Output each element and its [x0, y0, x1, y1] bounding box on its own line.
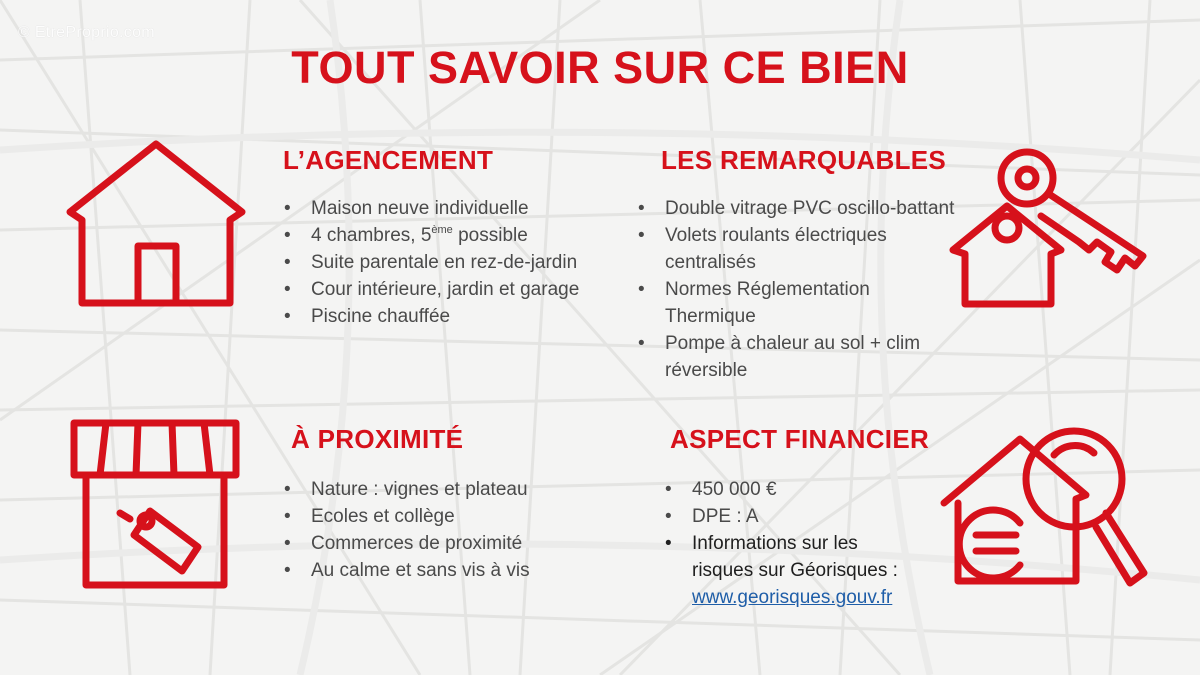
list-item: • Commerces de proximité: [284, 530, 530, 557]
list-item-text: 4 chambres, 5: [311, 225, 432, 246]
house-icon: [62, 138, 252, 313]
list-item-text: centralisés: [665, 252, 756, 273]
list-item-text: réversible: [665, 360, 748, 381]
list-item: • Nature : vignes et plateau: [284, 476, 530, 503]
list-item-text: Thermique: [665, 306, 756, 327]
list-item-text: Volets roulants électriques: [665, 225, 887, 246]
list-item-risks: [665, 530, 898, 611]
shop-tag-icon: [64, 415, 246, 593]
list-item: • Maison neuve individuelle: [284, 195, 579, 222]
financier-title: ASPECT FINANCIER: [670, 424, 930, 454]
list-item: • DPE : A: [665, 503, 898, 530]
list-item-superscript: ème: [431, 224, 453, 236]
house-euro-magnifier-icon: [936, 415, 1164, 593]
watermark: © EtreProprio.com: [18, 24, 155, 41]
list-item-text: Informations sur les: [692, 533, 858, 554]
list-item: [284, 222, 579, 249]
agencement-list: [284, 195, 579, 330]
list-item: • Piscine chauffée: [284, 303, 579, 330]
list-item: [638, 276, 954, 330]
list-item: [638, 195, 954, 222]
proximite-title: À PROXIMITÉ: [291, 424, 464, 454]
list-item: • Suite parentale en rez-de-jardin: [284, 249, 579, 276]
remarquables-title: LES REMARQUABLES: [661, 145, 947, 175]
agencement-title: L’AGENCEMENT: [283, 145, 494, 175]
list-item: • Ecoles et collège: [284, 503, 530, 530]
list-item-text: possible: [452, 225, 528, 246]
list-item-text: Pompe à chaleur au sol + clim: [665, 333, 921, 354]
financier-list: [665, 476, 898, 611]
house-keys-icon: [945, 138, 1160, 313]
remarquables-list: [638, 195, 954, 384]
page-title: TOUT SAVOIR SUR CE BIEN: [291, 42, 909, 93]
georisques-link[interactable]: www.georisques.gouv.fr: [692, 587, 893, 608]
list-item: [638, 222, 954, 276]
list-item-text: risques sur Géorisques :: [692, 560, 898, 581]
list-item-text: Normes Réglementation: [665, 279, 870, 300]
list-item-text: Double vitrage PVC oscillo-battant: [665, 198, 955, 219]
list-item: • Au calme et sans vis à vis: [284, 557, 530, 584]
list-item: • 450 000 €: [665, 476, 898, 503]
list-item: • Cour intérieure, jardin et garage: [284, 276, 579, 303]
list-item: [638, 330, 954, 384]
proximite-list: [284, 476, 530, 584]
